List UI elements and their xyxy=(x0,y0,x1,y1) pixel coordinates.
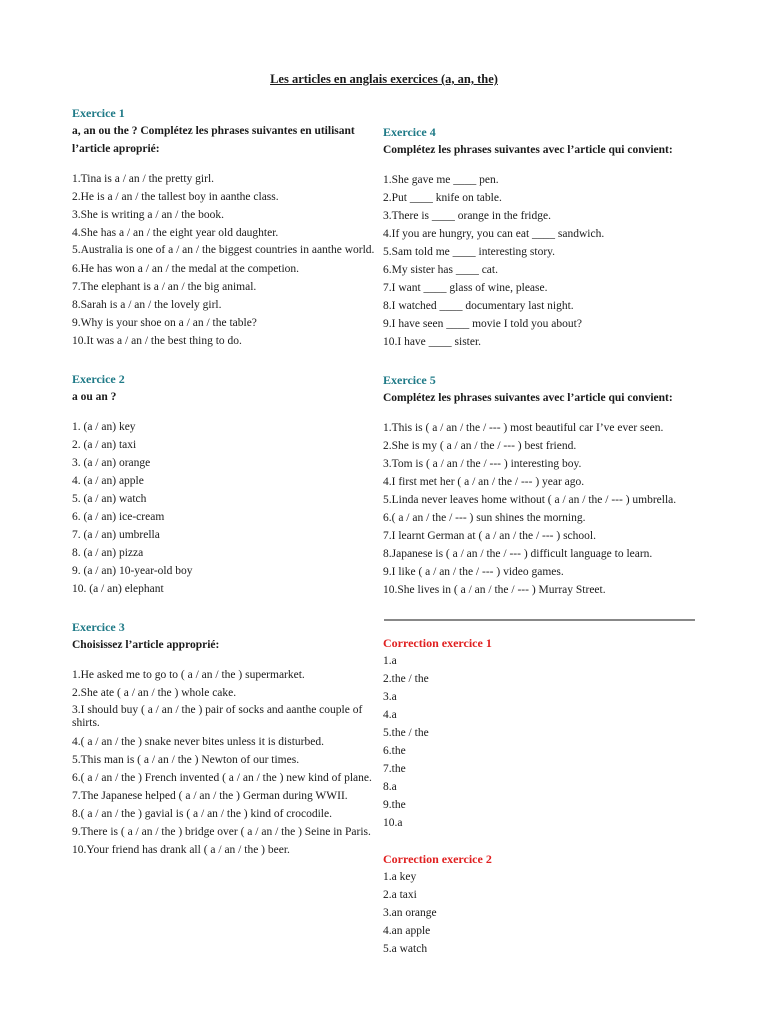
exercise-2-heading: Exercice 2 xyxy=(72,372,125,386)
exercise-4-item: 4.If you are hungry, you can eat ____ sandwich. xyxy=(383,228,605,240)
exercise-5-item: 4.I first met her ( a / an / the / --- ) year ago. xyxy=(383,476,585,488)
corrections-column xyxy=(383,634,713,958)
correction-2-list xyxy=(383,868,713,958)
exercise-1-item: 10.It was a / an / the best thing to do. xyxy=(72,335,242,347)
page-title: Les articles en anglais exercices (a, an, the) xyxy=(270,72,498,86)
correction-2-item: 4.an apple xyxy=(383,925,431,937)
correction-1-item: 6.the xyxy=(383,745,406,757)
exercise-1-item: 1.Tina is a / an / the pretty girl. xyxy=(72,173,215,185)
right-column xyxy=(383,123,713,599)
exercise-4 xyxy=(383,123,713,351)
correction-2-item: 2.a taxi xyxy=(383,889,417,901)
exercise-4-item: 5.Sam told me ____ interesting story. xyxy=(383,246,556,258)
correction-2-item: 5.a watch xyxy=(383,943,428,955)
exercise-3-item: 2.She ate ( a / an / the ) whole cake. xyxy=(72,687,237,699)
exercise-3-item: 9.There is ( a / an / the ) bridge over ( a / an / the ) Seine in Paris. xyxy=(72,826,371,838)
exercise-2-item: 9. (a / an) 10-year-old boy xyxy=(72,565,193,577)
exercise-5-item: 10.She lives in ( a / an / the / --- ) Murray Street. xyxy=(383,584,606,596)
exercise-5 xyxy=(383,371,713,599)
exercise-5-item: 7.I learnt German at ( a / an / the / --- ) school. xyxy=(383,530,596,542)
correction-1-item: 10.a xyxy=(383,817,403,829)
exercise-2-item: 8. (a / an) pizza xyxy=(72,547,144,559)
exercise-5-item: 3.Tom is ( a / an / the / --- ) interesting boy. xyxy=(383,458,582,470)
exercise-3-list xyxy=(72,666,382,859)
exercise-2-item: 4. (a / an) apple xyxy=(72,475,144,487)
exercise-3-heading: Exercice 3 xyxy=(72,620,125,634)
exercise-5-heading: Exercice 5 xyxy=(383,373,436,387)
exercise-5-item: 9.I like ( a / an / the / --- ) video games. xyxy=(383,566,564,578)
exercise-5-list xyxy=(383,419,713,599)
exercise-2-item: 1. (a / an) key xyxy=(72,421,136,433)
exercise-3-item: 7.The Japanese helped ( a / an / the ) German during WWII. xyxy=(72,790,348,802)
correction-1-item: 7.the xyxy=(383,763,406,775)
exercise-5-item: 8.Japanese is ( a / an / the / --- ) difficult language to learn. xyxy=(383,548,653,560)
exercise-3-item: 5.This man is ( a / an / the ) Newton of our times. xyxy=(72,754,300,766)
exercise-5-item: 2.She is my ( a / an / the / --- ) best friend. xyxy=(383,440,577,452)
exercise-1-instruction: a, an ou the ? Complétez les phrases suivantes en utilisant l’article aproprié: xyxy=(72,125,355,155)
exercise-4-item: 6.My sister has ____ cat. xyxy=(383,264,498,276)
exercise-4-instruction: Complétez les phrases suivantes avec l’article qui convient: xyxy=(383,144,673,156)
exercise-4-item: 1.She gave me ____ pen. xyxy=(383,174,499,186)
exercise-1-item: 3.She is writing a / an / the book. xyxy=(72,209,225,221)
exercise-4-item: 7.I want ____ glass of wine, please. xyxy=(383,282,548,294)
exercise-5-item: 5.Linda never leaves home without ( a / an / the / --- ) umbrella. xyxy=(383,494,677,506)
exercise-3-item: 6.( a / an / the ) French invented ( a / an / the ) new kind of plane. xyxy=(72,772,372,784)
section-divider xyxy=(384,619,695,621)
exercise-4-item: 2.Put ____ knife on table. xyxy=(383,192,502,204)
exercise-4-item: 8.I watched ____ documentary last night. xyxy=(383,300,574,312)
exercise-3-item: 10.Your friend has drank all ( a / an / the ) beer. xyxy=(72,844,290,856)
exercise-1-item: 8.Sarah is a / an / the lovely girl. xyxy=(72,299,222,311)
exercise-2 xyxy=(72,370,382,598)
correction-1-item: 8.a xyxy=(383,781,397,793)
exercise-5-item: 6.( a / an / the / --- ) sun shines the morning. xyxy=(383,512,586,524)
exercise-3-instruction: Choisissez l’article approprié: xyxy=(72,639,220,651)
exercise-5-item: 1.This is ( a / an / the / --- ) most beautiful car I’ve ever seen. xyxy=(383,422,664,434)
correction-1 xyxy=(383,634,713,832)
exercise-3 xyxy=(72,618,382,859)
exercise-4-item: 3.There is ____ orange in the fridge. xyxy=(383,210,551,222)
exercise-3-item: 3.I should buy ( a / an / the ) pair of socks and aanthe couple of shirts. xyxy=(72,704,363,729)
exercise-1-item: 4.She has a / an / the eight year old daughter. xyxy=(72,227,279,239)
exercise-2-item: 3. (a / an) orange xyxy=(72,457,151,469)
correction-1-item: 1.a xyxy=(383,655,397,667)
exercise-2-item: 7. (a / an) umbrella xyxy=(72,529,160,541)
exercise-3-item: 1.He asked me to go to ( a / an / the ) supermarket. xyxy=(72,669,305,681)
exercise-1-item: 9.Why is your shoe on a / an / the table? xyxy=(72,317,257,329)
exercise-1-item: 5.Australia is one of a / an / the biggest countries in aanthe world. xyxy=(72,244,375,256)
exercise-1 xyxy=(72,104,382,350)
exercise-2-instruction: a ou an ? xyxy=(72,391,117,403)
correction-2-heading: Correction exercice 2 xyxy=(383,852,492,866)
correction-1-item: 4.a xyxy=(383,709,397,721)
exercise-2-item: 2. (a / an) taxi xyxy=(72,439,137,451)
exercise-2-list xyxy=(72,418,382,598)
correction-2 xyxy=(383,850,713,958)
exercise-1-heading: Exercice 1 xyxy=(72,106,125,120)
exercise-1-list xyxy=(72,170,382,350)
exercise-4-item: 10.I have ____ sister. xyxy=(383,336,482,348)
exercise-1-item: 6.He has won a / an / the medal at the competion. xyxy=(72,263,300,275)
exercise-2-item: 10. (a / an) elephant xyxy=(72,583,164,595)
correction-1-heading: Correction exercice 1 xyxy=(383,636,492,650)
left-column xyxy=(72,104,382,859)
correction-2-item: 1.a key xyxy=(383,871,417,883)
exercise-4-item: 9.I have seen ____ movie I told you about? xyxy=(383,318,582,330)
correction-2-item: 3.an orange xyxy=(383,907,437,919)
correction-1-item: 2.the / the xyxy=(383,673,429,685)
correction-1-list xyxy=(383,652,713,832)
exercise-2-item: 6. (a / an) ice-cream xyxy=(72,511,165,523)
exercise-1-item: 2.He is a / an / the tallest boy in aanthe class. xyxy=(72,191,279,203)
correction-1-item: 5.the / the xyxy=(383,727,429,739)
exercise-3-item: 4.( a / an / the ) snake never bites unless it is disturbed. xyxy=(72,736,324,748)
correction-1-item: 3.a xyxy=(383,691,397,703)
exercise-3-item: 8.( a / an / the ) gavial is ( a / an / the ) kind of crocodile. xyxy=(72,808,332,820)
exercise-4-list xyxy=(383,171,713,351)
exercise-5-instruction: Complétez les phrases suivantes avec l’article qui convient: xyxy=(383,392,673,404)
exercise-1-item: 7.The elephant is a / an / the big animal. xyxy=(72,281,257,293)
exercise-2-item: 5. (a / an) watch xyxy=(72,493,147,505)
exercise-4-heading: Exercice 4 xyxy=(383,125,436,139)
correction-1-item: 9.the xyxy=(383,799,406,811)
